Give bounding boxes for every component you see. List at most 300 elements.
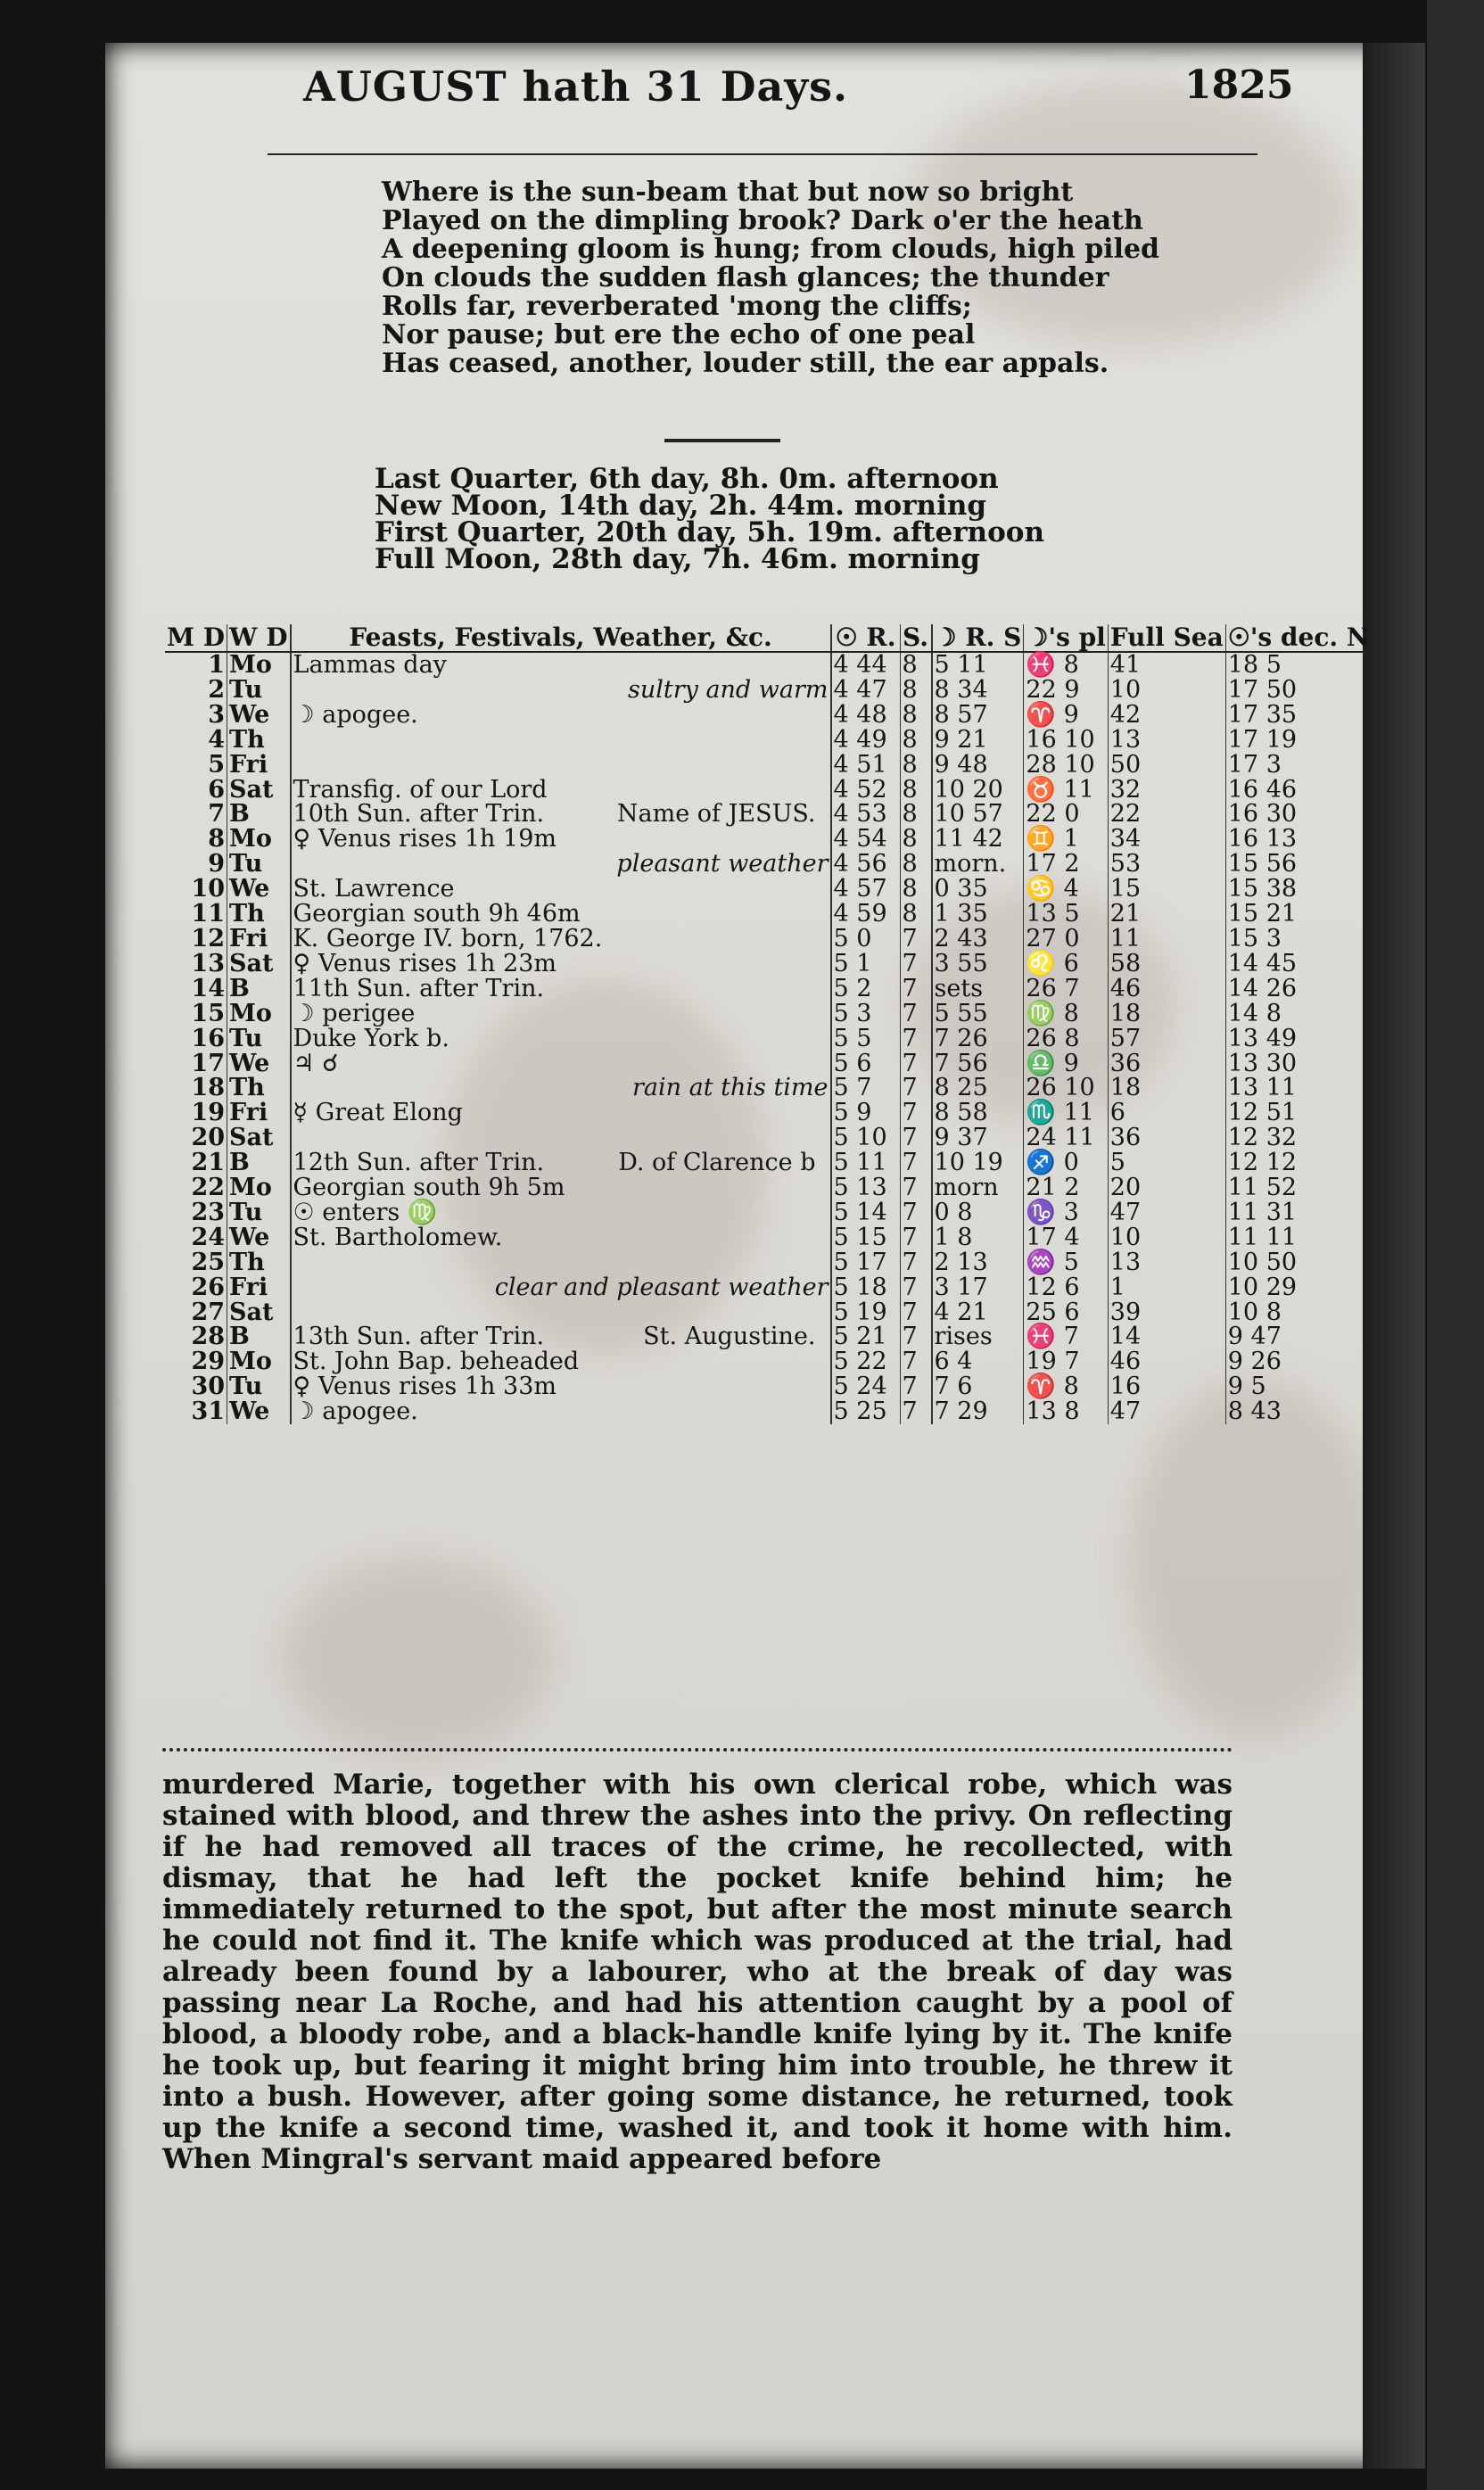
cell-moon-place: 12 6 <box>1024 1275 1108 1300</box>
cell-sun-set: 7 <box>900 1300 932 1325</box>
moon-rise: 10 <box>934 800 965 829</box>
cell-feast <box>291 1300 831 1325</box>
cell-sun-rise: 5 17 <box>831 1250 901 1275</box>
cell-sun-rise: 5 13 <box>831 1175 901 1200</box>
moon-phase-line: First Quarter, 20th day, 5h. 19m. afternoon <box>375 516 1044 548</box>
cell-moon-place: 26 10 <box>1024 1076 1108 1101</box>
cell-sun-declination: 15 3 <box>1227 924 1282 952</box>
cell-full-sea: 47 <box>1108 1399 1225 1424</box>
cell-sun-set: 7 <box>900 1374 932 1399</box>
poem <box>382 178 1159 378</box>
cell-sun-rise: 5 7 <box>831 1076 901 1101</box>
cell-month-day: 1 <box>165 652 227 678</box>
cell-moon-place: ♑ 3 <box>1024 1200 1108 1225</box>
cell-full-sea: 18 <box>1108 1076 1225 1101</box>
cell-moon-place: 28 10 <box>1024 753 1108 778</box>
feast-text: ♀ Venus rises 1h 33m <box>293 1373 556 1401</box>
cell-month-day: 28 <box>165 1324 227 1349</box>
moon-rise: 8 <box>934 1074 950 1102</box>
moon-set: 8 <box>957 1223 973 1251</box>
page-spine <box>1363 43 1425 2469</box>
cell-moon-rise-set <box>932 852 1024 877</box>
cell-full-sea: 5 <box>1108 1150 1225 1175</box>
cell-sun-set: 8 <box>900 827 932 852</box>
moon-rise: 8 <box>934 700 950 729</box>
cell-sun-declination: 9 5 <box>1227 1373 1266 1401</box>
cell-sun-rise: 4 56 <box>831 852 901 877</box>
cell-sun-set: 7 <box>900 1200 932 1225</box>
moon-rise: 0 <box>934 875 950 903</box>
cell-sun-set: 8 <box>900 852 932 877</box>
cell-month-day: 18 <box>165 1076 227 1101</box>
calendar-row <box>165 1027 1371 1051</box>
cell-sun-rise: 4 47 <box>831 678 901 703</box>
cell-moon-place: 26 8 <box>1024 1027 1108 1051</box>
cell-month-day: 30 <box>165 1374 227 1399</box>
cell-sun-declination: 16 13 <box>1227 825 1298 853</box>
cell-week-day: Fri <box>227 927 291 952</box>
cell-sun-rise: 5 6 <box>831 1051 901 1076</box>
calendar-body <box>165 652 1371 1424</box>
calendar-row <box>165 802 1371 827</box>
cell-sun-declination: 17 35 <box>1227 700 1298 729</box>
cell-month-day: 3 <box>165 703 227 728</box>
moon-set: 58 <box>957 1099 988 1127</box>
weather-note: pleasant weather <box>616 850 829 878</box>
cell-month-day: 24 <box>165 1225 227 1250</box>
cell-feast <box>291 999 831 1027</box>
cell-moon-place: 24 11 <box>1024 1125 1108 1150</box>
cell-sun-rise: 5 5 <box>831 1027 901 1051</box>
header-full-sea: Full Sea <box>1108 624 1225 652</box>
moon-rise: 3 <box>934 949 950 977</box>
poem-line: Rolls far, reverberated 'mong the cliffs; <box>382 291 972 322</box>
cell-month-day: 15 <box>165 1002 227 1027</box>
poem-line: Nor pause; but ere the echo of one peal <box>382 319 976 350</box>
cell-sun-set: 7 <box>900 1324 932 1349</box>
feast-text: ♃ ☌ <box>293 1049 339 1077</box>
cell-moon-place: 17 2 <box>1024 852 1108 877</box>
calendar-row <box>165 1349 1371 1374</box>
moon-set: 56 <box>957 1049 988 1077</box>
cell-sun-set: 7 <box>900 1101 932 1125</box>
poem-line: Has ceased, another, louder still, the ear appals. <box>382 348 1109 379</box>
cell-week-day: Fri <box>227 753 291 778</box>
weather-note: rain at this time <box>631 1074 829 1102</box>
calendar-row <box>165 1150 1371 1175</box>
cell-full-sea: 39 <box>1108 1300 1225 1325</box>
cell-sun-set: 7 <box>900 1051 932 1076</box>
page-title: AUGUST hath 31 Days. <box>303 62 848 111</box>
cell-sun-rise: 5 21 <box>831 1324 901 1349</box>
cell-moon-rise-set <box>932 652 1024 678</box>
cell-sun-declination: 12 12 <box>1227 1149 1298 1177</box>
cell-sun-set: 8 <box>900 703 932 728</box>
cell-sun-declination: 13 11 <box>1227 1074 1298 1102</box>
cell-week-day: B <box>227 1150 291 1175</box>
cell-moon-rise-set <box>932 1200 1024 1225</box>
cell-moon-rise-set <box>932 974 1024 1002</box>
cell-moon-rise-set <box>932 1051 1024 1076</box>
cell-sun-set: 8 <box>900 753 932 778</box>
cell-sun-set: 8 <box>900 652 932 678</box>
cell-week-day: Tu <box>227 678 291 703</box>
moon-phase-line: Full Moon, 28th day, 7h. 46m. morning <box>375 543 980 575</box>
cell-sun-set: 7 <box>900 1349 932 1374</box>
cell-full-sea: 22 <box>1108 802 1225 827</box>
cell-month-day: 31 <box>165 1399 227 1424</box>
cell-month-day: 9 <box>165 852 227 877</box>
calendar-row <box>165 1002 1371 1027</box>
calendar-row <box>165 1175 1371 1200</box>
cell-sun-declination: 13 30 <box>1227 1049 1298 1077</box>
feast-text: Lammas day <box>293 651 447 679</box>
cell-sun-rise: 5 1 <box>831 952 901 977</box>
cell-moon-rise-set <box>932 877 1024 902</box>
calendar-row <box>165 1374 1371 1399</box>
header-week-day: W D <box>227 624 291 652</box>
cell-week-day: Th <box>227 902 291 927</box>
cell-sun-rise: 4 59 <box>831 902 901 927</box>
saint-day: Name of JESUS. <box>616 800 816 829</box>
cell-sun-rise: 5 15 <box>831 1225 901 1250</box>
cell-month-day: 17 <box>165 1051 227 1076</box>
cell-month-day: 19 <box>165 1101 227 1125</box>
moon-set: 6 <box>957 1373 973 1401</box>
cell-full-sea: 32 <box>1108 778 1225 803</box>
poem-line: A deepening gloom is hung; from clouds, high piled <box>382 234 1160 265</box>
feast-text: 10th Sun. after Trin. <box>293 800 545 829</box>
cell-month-day: 5 <box>165 753 227 778</box>
cell-full-sea: 53 <box>1108 852 1225 877</box>
cell-sun-declination: 8 43 <box>1227 1398 1282 1426</box>
moon-set: 55 <box>957 949 988 977</box>
cell-full-sea: 15 <box>1108 877 1225 902</box>
cell-full-sea: 57 <box>1108 1027 1225 1051</box>
cell-month-day: 6 <box>165 778 227 803</box>
moon-rise: 6 <box>934 1348 950 1376</box>
cell-week-day: Mo <box>227 652 291 678</box>
cell-moon-place: 19 7 <box>1024 1349 1108 1374</box>
poem-line: Where is the sun-beam that but now so bright <box>382 177 1074 208</box>
moon-rise: 10 <box>934 1149 965 1177</box>
cell-month-day: 22 <box>165 1175 227 1200</box>
cell-month-day: 27 <box>165 1300 227 1325</box>
cell-sun-set: 8 <box>900 778 932 803</box>
cell-moon-place: 26 7 <box>1024 977 1108 1002</box>
cell-feast <box>291 1076 831 1101</box>
cell-moon-place: ♓ 7 <box>1024 1324 1108 1349</box>
cell-full-sea: 46 <box>1108 1349 1225 1374</box>
cell-sun-declination: 15 38 <box>1227 875 1298 903</box>
header-sun-set: S. <box>900 624 932 652</box>
cell-feast <box>291 1399 831 1424</box>
cell-full-sea: 46 <box>1108 977 1225 1002</box>
cell-feast <box>291 902 831 927</box>
weather-note: clear and pleasant weather <box>494 1273 829 1301</box>
calendar-row <box>165 1225 1371 1250</box>
header-feasts: Feasts, Festivals, Weather, &c. <box>291 624 831 652</box>
cell-feast <box>291 1250 831 1275</box>
cell-feast <box>291 1225 831 1250</box>
cell-sun-declination: 12 32 <box>1227 1124 1298 1152</box>
cell-sun-declination: 15 21 <box>1227 900 1298 928</box>
cell-sun-rise: 5 24 <box>831 1374 901 1399</box>
cell-moon-rise-set <box>932 1250 1024 1275</box>
moon-set: 21 <box>957 725 988 754</box>
calendar-row <box>165 927 1371 952</box>
cell-feast <box>291 1324 831 1349</box>
body-text: murdered Marie, together with his own clerical robe, which was stained with blood, and threw the ashes into the privy. On reflecting if he had removed all traces of the crime, he recollected, with dismay, that he had left the pocket knife behind him; he immediately returned to the spot, but after the most minute search he could not find it. The knife which was produced at the trial, had already been found by a labourer, who at the break of day was passing near La Roche, and had his attention caught by a pool of blood, a bloody robe, and a black-handle knife lying by it. The knife he took up, but fearing it might bring him into trouble, he threw it into a bush. However, after going some distance, he returned, took up the knife a second time, washed it, and took it home with him. When Mingral's servant maid appeared before <box>162 1769 1233 2175</box>
moon-rise: 2 <box>934 924 950 952</box>
calendar-row <box>165 977 1371 1002</box>
feast-text: K. George IV. born, 1762. <box>293 924 603 952</box>
cell-sun-declination: 18 5 <box>1227 651 1282 679</box>
cell-feast <box>291 675 831 704</box>
feast-text: 11th Sun. after Trin. <box>293 974 545 1002</box>
cell-feast <box>291 1101 831 1125</box>
cell-sun-rise: 4 57 <box>831 877 901 902</box>
cell-feast <box>291 877 831 902</box>
cell-week-day: We <box>227 1399 291 1424</box>
moon-rise: 9 <box>934 1124 950 1152</box>
moon-phase-line: Last Quarter, 6th day, 8h. 0m. afternoon <box>375 463 999 495</box>
cell-feast <box>291 949 831 977</box>
cell-sun-declination: 14 26 <box>1227 974 1298 1002</box>
moon-rise: 8 <box>934 1099 950 1127</box>
cell-full-sea: 20 <box>1108 1175 1225 1200</box>
calendar-row <box>165 678 1371 703</box>
feast-text: St. Bartholomew. <box>293 1223 503 1251</box>
cell-full-sea: 42 <box>1108 703 1225 728</box>
feast-text: St. Lawrence <box>293 875 455 903</box>
poem-line: Played on the dimpling brook? Dark o'er the heath <box>382 205 1143 236</box>
cell-week-day: We <box>227 703 291 728</box>
calendar-row <box>165 1076 1371 1101</box>
moon-rise: 1 <box>934 900 950 928</box>
moon-set: 57 <box>957 700 988 729</box>
poem-line: On clouds the sudden flash glances; the thunder <box>382 262 1109 293</box>
cell-sun-declination: 16 46 <box>1227 775 1298 804</box>
header-month-day: M D <box>165 624 227 652</box>
cell-moon-place: 22 9 <box>1024 678 1108 703</box>
cell-moon-place: ♌ 6 <box>1024 952 1108 977</box>
cell-full-sea: 47 <box>1108 1200 1225 1225</box>
moon-set: 13 <box>957 1248 988 1276</box>
feast-text: ☽ apogee. <box>293 700 418 729</box>
calendar-row <box>165 1200 1371 1225</box>
moon-rise: 0 <box>934 1198 950 1226</box>
cell-full-sea: 13 <box>1108 728 1225 753</box>
calendar-row <box>165 952 1371 977</box>
calendar-row <box>165 1300 1371 1325</box>
feast-text: ♀ Venus rises 1h 19m <box>293 825 556 853</box>
cell-sun-set: 8 <box>900 802 932 827</box>
cell-feast <box>291 827 831 852</box>
moon-rise: 3 <box>934 1273 950 1301</box>
calendar-row <box>165 877 1371 902</box>
calendar-row <box>165 1399 1371 1424</box>
feast-text: ☽ perigee <box>293 999 416 1027</box>
cell-month-day: 10 <box>165 877 227 902</box>
cell-moon-place: 22 0 <box>1024 802 1108 827</box>
cell-feast <box>291 1374 831 1399</box>
cell-moon-rise-set <box>932 1399 1024 1424</box>
cell-sun-declination: 10 29 <box>1227 1273 1298 1301</box>
moon-set: 42 <box>972 825 1003 853</box>
calendar-row <box>165 652 1371 678</box>
cell-feast <box>291 700 831 729</box>
cell-sun-set: 8 <box>900 678 932 703</box>
cell-full-sea: 36 <box>1108 1051 1225 1076</box>
feast-text: Transfig. of our Lord <box>293 775 548 804</box>
cell-month-day: 26 <box>165 1275 227 1300</box>
cell-feast <box>291 974 831 1002</box>
cell-moon-place: ♈ 9 <box>1024 703 1108 728</box>
moon-set: 34 <box>957 675 988 704</box>
cell-moon-rise-set <box>932 1349 1024 1374</box>
cell-moon-place: ♒ 5 <box>1024 1250 1108 1275</box>
cell-sun-rise: 4 51 <box>831 753 901 778</box>
header-sun-rise: ☉ R. <box>831 624 901 652</box>
cell-month-day: 25 <box>165 1250 227 1275</box>
cell-sun-set: 7 <box>900 1250 932 1275</box>
moon-rise: 9 <box>934 750 950 779</box>
moon-rise: 1 <box>934 1223 950 1251</box>
cell-moon-place: ♏ 11 <box>1024 1101 1108 1125</box>
cell-full-sea: 14 <box>1108 1324 1225 1349</box>
cell-sun-rise: 4 44 <box>831 652 901 678</box>
cell-month-day: 12 <box>165 927 227 952</box>
cell-moon-rise-set <box>932 675 1024 704</box>
cell-sun-set: 7 <box>900 1150 932 1175</box>
cell-week-day: Th <box>227 728 291 753</box>
cell-month-day: 13 <box>165 952 227 977</box>
cell-sun-rise: 5 9 <box>831 1101 901 1125</box>
feast-text: 12th Sun. after Trin. <box>293 1149 545 1177</box>
cell-sun-rise: 5 18 <box>831 1275 901 1300</box>
calendar-row <box>165 1250 1371 1275</box>
moon-set: 17 <box>957 1273 988 1301</box>
cell-month-day: 16 <box>165 1027 227 1051</box>
moon-rise: morn. <box>934 850 1007 878</box>
cell-moon-place: 21 2 <box>1024 1175 1108 1200</box>
cell-moon-rise-set <box>932 1225 1024 1250</box>
cell-full-sea: 21 <box>1108 902 1225 927</box>
moon-set: 35 <box>957 900 988 928</box>
cell-month-day: 23 <box>165 1200 227 1225</box>
cell-sun-set: 8 <box>900 902 932 927</box>
moon-rise: 10 <box>934 775 965 804</box>
calendar-row <box>165 902 1371 927</box>
moon-set: 20 <box>972 775 1003 804</box>
cell-week-day: Tu <box>227 1027 291 1051</box>
page-year: 1825 <box>1184 62 1294 108</box>
background-strip <box>1427 0 1484 2490</box>
cell-moon-rise-set <box>932 700 1024 729</box>
cell-week-day: Tu <box>227 1374 291 1399</box>
cell-moon-place: 25 6 <box>1024 1300 1108 1325</box>
calendar-header-row <box>165 624 1371 652</box>
cell-moon-rise-set <box>932 999 1024 1027</box>
cell-sun-declination: 11 11 <box>1227 1223 1298 1251</box>
cell-moon-place: 27 0 <box>1024 927 1108 952</box>
cell-sun-declination: 10 8 <box>1227 1298 1282 1326</box>
cell-full-sea: 50 <box>1108 753 1225 778</box>
feast-text: ☽ apogee. <box>293 1398 418 1426</box>
cell-feast <box>291 652 831 678</box>
cell-moon-place: 16 10 <box>1024 728 1108 753</box>
moon-set: 37 <box>957 1124 988 1152</box>
moon-set: 35 <box>957 875 988 903</box>
cell-moon-rise-set <box>932 827 1024 852</box>
moon-set: 29 <box>957 1398 988 1426</box>
cell-moon-place: ♉ 11 <box>1024 778 1108 803</box>
calendar-row <box>165 1101 1371 1125</box>
moon-phases <box>375 463 1044 575</box>
calendar-table <box>165 624 1371 1424</box>
cell-feast <box>291 802 831 827</box>
cell-feast <box>291 1051 831 1076</box>
calendar-row <box>165 703 1371 728</box>
cell-moon-rise-set <box>932 949 1024 977</box>
cell-sun-declination: 17 50 <box>1227 675 1298 704</box>
cell-feast <box>291 775 831 804</box>
cell-sun-rise: 4 54 <box>831 827 901 852</box>
cell-full-sea: 1 <box>1108 1275 1225 1300</box>
calendar-row <box>165 1275 1371 1300</box>
moon-rise: 7 <box>934 1024 950 1052</box>
cell-full-sea: 13 <box>1108 1250 1225 1275</box>
cell-full-sea: 18 <box>1108 1002 1225 1027</box>
cell-sun-declination: 11 52 <box>1227 1174 1298 1202</box>
header-moon-rise-set: ☽ R. S <box>932 624 1024 652</box>
cell-full-sea: 6 <box>1108 1101 1225 1125</box>
cell-week-day: Sat <box>227 778 291 803</box>
header-moon-place: ☽'s pl <box>1024 624 1108 652</box>
cell-moon-place: ♈ 8 <box>1024 1374 1108 1399</box>
cell-sun-declination: 12 51 <box>1227 1099 1298 1127</box>
feast-text: Georgian south 9h 46m <box>293 900 581 928</box>
cell-sun-rise: 5 0 <box>831 927 901 952</box>
feast-text: ☿ Great Elong <box>293 1099 463 1127</box>
cell-sun-set: 7 <box>900 927 932 952</box>
cell-moon-rise-set <box>932 1125 1024 1150</box>
cell-month-day: 8 <box>165 827 227 852</box>
cell-moon-rise-set <box>932 1024 1024 1052</box>
cell-moon-rise-set <box>932 1076 1024 1101</box>
moon-rise: 8 <box>934 675 950 704</box>
cell-week-day: Fri <box>227 1275 291 1300</box>
cell-sun-set: 7 <box>900 1076 932 1101</box>
cell-full-sea: 10 <box>1108 678 1225 703</box>
cell-sun-declination: 15 56 <box>1227 850 1298 878</box>
cell-sun-declination: 17 19 <box>1227 725 1298 754</box>
cell-sun-set: 7 <box>900 952 932 977</box>
moon-rise: morn <box>934 1174 999 1202</box>
moon-symbol: ☽ <box>934 622 957 652</box>
feast-text: ♀ Venus rises 1h 23m <box>293 949 556 977</box>
cell-month-day: 2 <box>165 678 227 703</box>
cell-moon-rise-set <box>932 750 1024 779</box>
cell-full-sea: 16 <box>1108 1374 1225 1399</box>
moon-rise: 7 <box>934 1398 950 1426</box>
cell-sun-rise: 5 10 <box>831 1125 901 1150</box>
cell-month-day: 7 <box>165 802 227 827</box>
cell-feast <box>291 1349 831 1374</box>
cell-sun-rise: 5 14 <box>831 1200 901 1225</box>
moon-set: 48 <box>957 750 988 779</box>
